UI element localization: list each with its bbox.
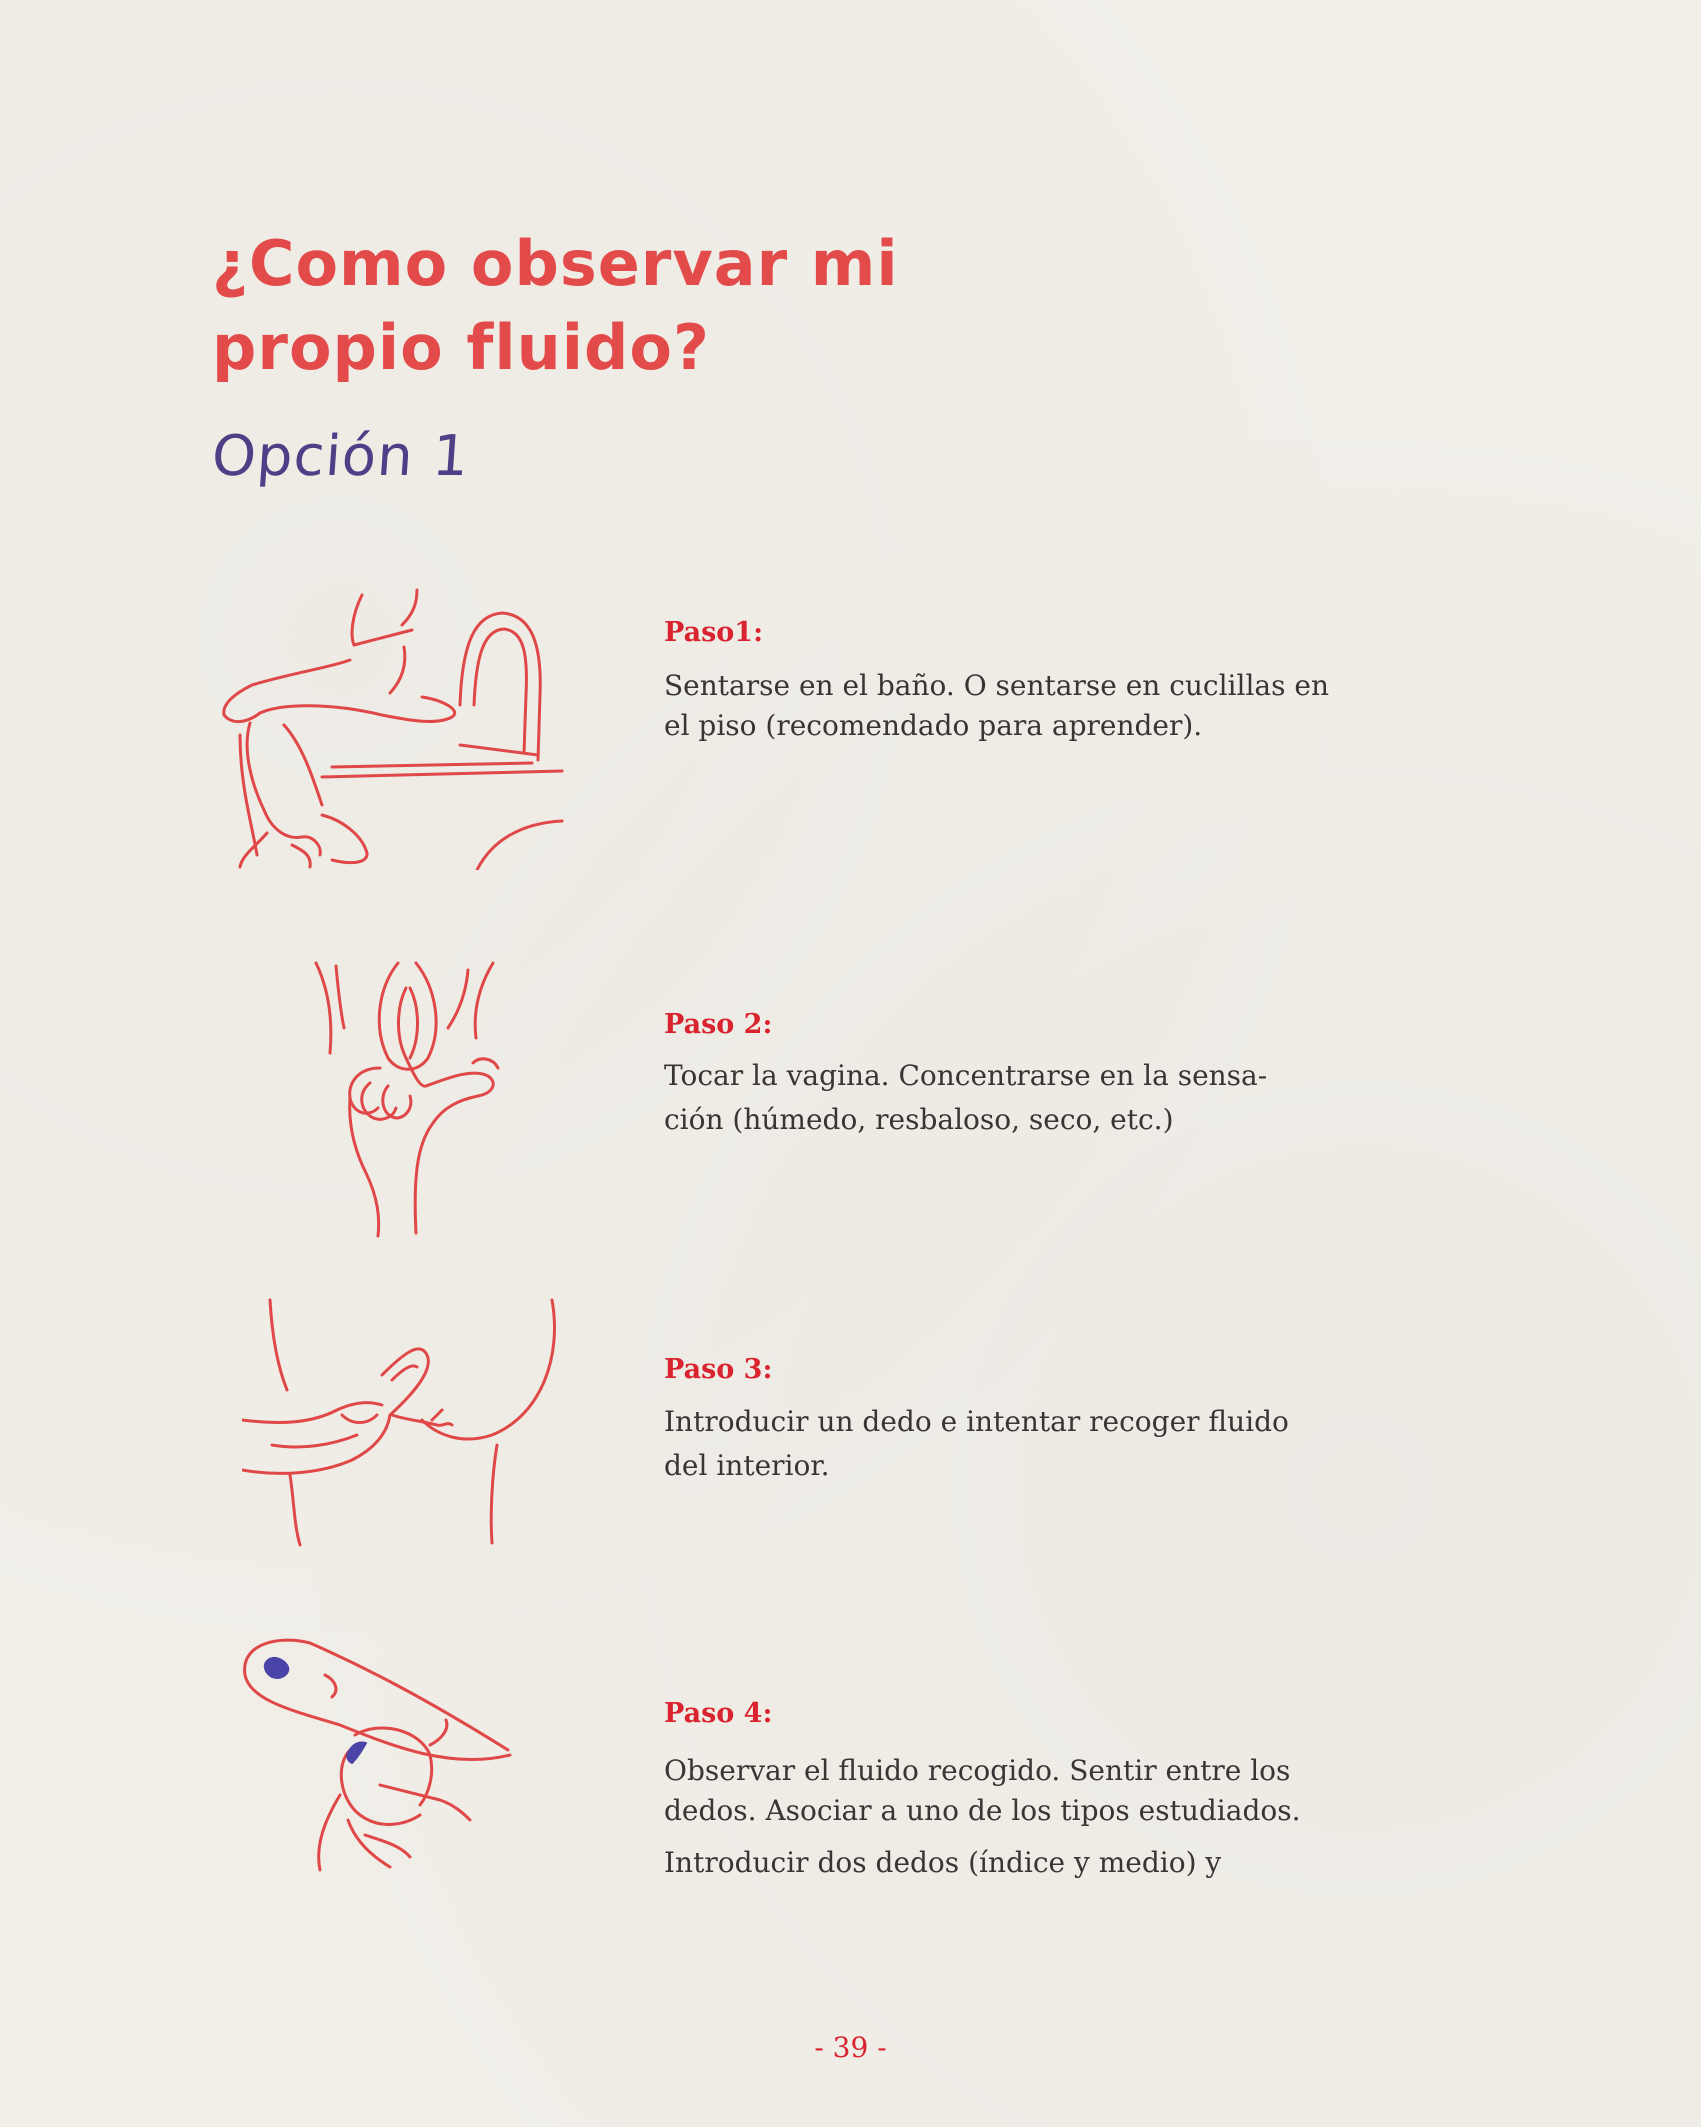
step-3-text [664,1402,1344,1486]
page-title-line-2: propio fluido? [212,311,710,384]
hand-touching-vulva-illustration [308,958,508,1238]
page-number: - 39 - [814,2031,887,2064]
step-3-text-line-1: Introducir un dedo e intentar recoger fluido [664,1405,1289,1438]
step-2-text-line-2: ción (húmedo, resbaloso, seco, etc.) [664,1103,1174,1136]
step-4-label: Paso 4: [664,1698,773,1729]
page-title-line-1: ¿Como observar mi [212,227,899,300]
step-2-label: Paso 2: [664,1009,773,1040]
step-2-text [664,1056,1344,1140]
fingers-with-fluid-illustration [240,1635,515,1875]
step-1-text-line-1: Sentarse en el baño. O sentarse en cuclillas en [664,669,1329,702]
step-1-text-line-2: el piso (recomendado para aprender). [664,709,1203,742]
page-title [212,222,1112,390]
step-4-text-line-3: Introducir dos dedos (índice y medio) y [664,1846,1222,1879]
step-1-text [664,666,1344,746]
step-3-label: Paso 3: [664,1354,773,1385]
option-heading: Opción 1 [209,424,472,489]
person-sitting-on-toilet-illustration [212,585,567,870]
step-4-text-line-1: Observar el fluido recogido. Sentir entre los [664,1754,1291,1787]
step-2-text-line-1: Tocar la vagina. Concentrarse en la sensa- [664,1059,1268,1092]
step-4-text [664,1751,1344,1883]
step-4-text-line-2: dedos. Asociar a uno de los tipos estudiados. [664,1794,1301,1827]
finger-collecting-fluid-illustration [242,1295,562,1550]
step-1-label: Paso1: [664,617,764,648]
step-3-text-line-2: del interior. [664,1449,830,1482]
